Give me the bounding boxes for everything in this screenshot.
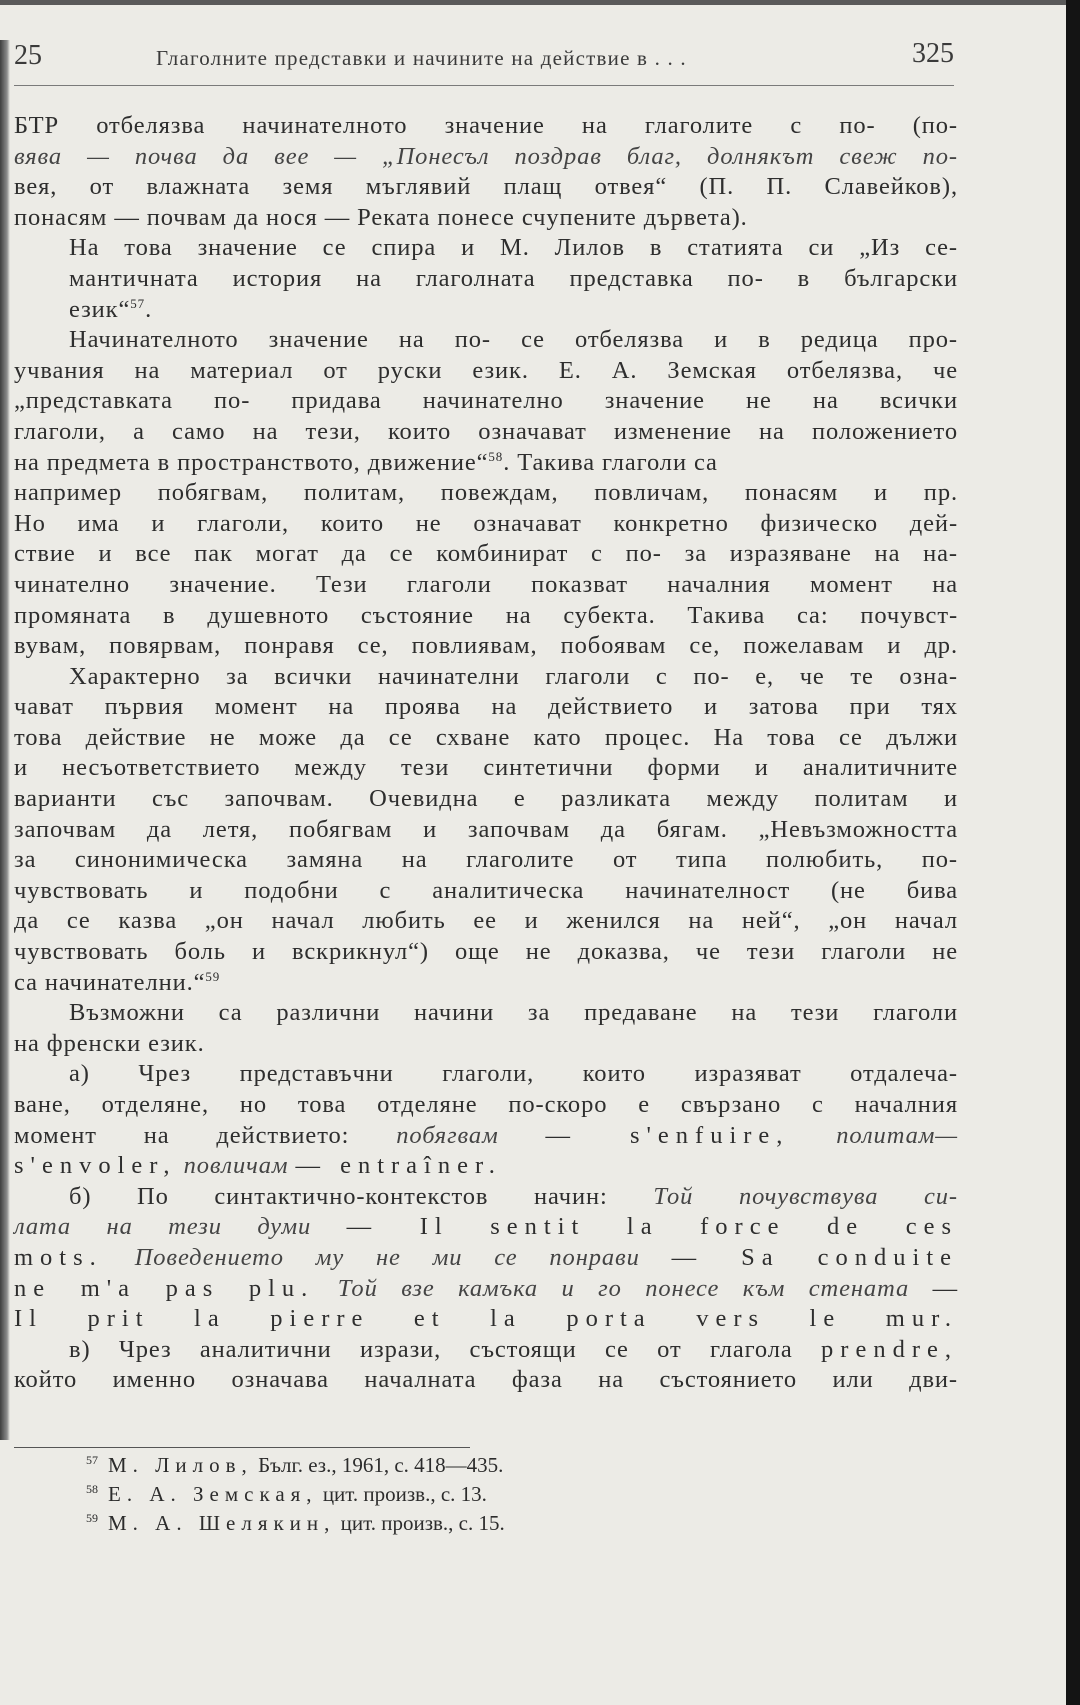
paragraph-5 [14, 998, 958, 1059]
footnote-author: М. Лилов, [108, 1453, 253, 1477]
paragraph-8 [14, 1335, 958, 1396]
line [14, 1121, 958, 1152]
line: чинателно значение. Тези глаголи показват началния момент на [14, 570, 958, 598]
footnote-number: 59 [86, 1511, 98, 1525]
footnote-number: 58 [86, 1482, 98, 1496]
text: б) По синтактично-контекстов начин: [69, 1182, 608, 1210]
fr-example: — Il sentit la force de ces [346, 1213, 959, 1241]
header-rule [14, 85, 954, 86]
footnote-author: М. А. Шелякин, [108, 1511, 336, 1535]
line: започвам да летя, побягвам и започвам да бягам. „Невъзможността [14, 815, 958, 843]
footnote-author: Е. А. Земская, [108, 1482, 318, 1506]
fr-example: s'envoler, [14, 1152, 177, 1180]
line: на френски език. [14, 1029, 205, 1057]
line [14, 1274, 958, 1305]
fr-example: — entraîner. [295, 1152, 502, 1180]
footnote-ref-59[interactable]: 59 [205, 968, 221, 984]
line: Но има и глаголи, които не означават конкретно физическо дей- [14, 509, 958, 537]
line: вувам, повярвам, понравя се, повлиявам, побоявам се, пожелавам и др. [14, 632, 958, 660]
fr-example: — Sa conduite [671, 1243, 959, 1271]
footnote-57 [86, 1448, 786, 1477]
line: Възможни са различни начини за предаване на тези глаголи [69, 999, 958, 1027]
footnote-58 [86, 1477, 786, 1506]
line: учвания на материал от руски език. Е. А. Земская отбелязва, че [14, 356, 958, 384]
header-title: Глаголните представки и начините на действие в . . . [156, 46, 687, 70]
line: да се казва „он начал любить ее и женился на ней“, „он начал [14, 907, 958, 935]
footnote-number: 57 [86, 1453, 98, 1467]
footnote-ref-57[interactable]: 57 [130, 295, 146, 311]
line: който именно означава началната фаза на състоянието или дви- [14, 1366, 958, 1394]
running-header [14, 38, 954, 78]
line: а) Чрез представъчни глаголи, които изразяват отдалеча- [69, 1060, 958, 1088]
line: Характерно за всички начинателни глаголи с по- е, че те озна- [69, 662, 958, 690]
line: ване, отделяне, но това отделяне по-скоро е свързано с началния [14, 1091, 958, 1118]
line: варианти със започвам. Очевидна е разликата между политам и [14, 785, 958, 813]
bg-example: побягвам [396, 1121, 499, 1149]
fr-example: prendre, [821, 1335, 958, 1363]
paragraph-6 [14, 1059, 958, 1181]
text: в) Чрез аналитични изрази, състоящи се от глагола [69, 1335, 793, 1363]
line: чувствовать и подобни с аналитическа начинателност (не бива [14, 876, 958, 904]
footnote-source: Бълг. ез., 1961, с. 418—435. [258, 1453, 504, 1477]
line: вея, от влажната земя мъглявий плащ отвея“ (П. П. Славейков), [14, 173, 958, 201]
line: понасям — почвам да нося — Реката понесе счупените дървета). [14, 203, 748, 231]
text: са начинателни.“ [14, 968, 206, 996]
footnote-source: цит. произв., с. 15. [340, 1511, 505, 1535]
footnote-source: цит. произв., с. 13. [322, 1482, 487, 1506]
line: „представката по- придава начинателно значение не на всички [14, 387, 958, 415]
text: . Такива глаголи са [503, 448, 718, 476]
page-number: 325 [912, 38, 954, 69]
line: вява — почва да вее — „Понесъл поздрав благ, долнякът свеж по- [14, 142, 958, 170]
line: промяната в душевното състояние на субекта. Такива са: почувст- [14, 601, 958, 629]
paragraph-4 [14, 662, 958, 999]
paragraph-3 [14, 325, 958, 662]
fr-example: — s'enfuire, [545, 1121, 790, 1149]
fr-example: ne m'a pas plu. [14, 1274, 315, 1302]
line [14, 295, 958, 326]
bg-example: повличам [183, 1152, 289, 1180]
line [14, 968, 958, 999]
line: за синонимическа замяна на глаголите от типа полюбить, по- [14, 846, 958, 874]
line [14, 1182, 958, 1213]
line: глаголи, а само на тези, които означават изменение на положението [14, 417, 958, 445]
page-right-edge [1066, 0, 1080, 1705]
paragraph-1 [14, 111, 958, 233]
paragraph-7 [14, 1182, 958, 1335]
bg-example: лата на тези думи [14, 1213, 312, 1241]
line [14, 1151, 958, 1182]
paragraph-2 [14, 233, 958, 325]
body-text [14, 111, 958, 1396]
line: мантичната история на глаголната представка по- в български [69, 264, 958, 292]
footnote-ref-58[interactable]: 58 [488, 448, 504, 464]
line: и несъответствието между тези синтетични форми и аналитичните [14, 754, 958, 782]
fr-example: mots. [14, 1243, 103, 1271]
footnote-59 [86, 1506, 786, 1535]
line: например побягвам, политам, повеждам, повличам, понасям и пр. [14, 479, 958, 507]
line [14, 1335, 958, 1366]
text: момент на действието: [14, 1121, 350, 1149]
text: . [145, 295, 153, 323]
page-top-edge [0, 0, 1080, 5]
line: чават първия момент на проява на действието и затова при тях [14, 693, 958, 721]
text: език“ [69, 295, 131, 323]
line: чувствовать боль и вскрикнул“) още не доказва, че тези глаголи не [14, 938, 958, 966]
header-left-fragment: 25 [14, 40, 42, 71]
line: Начинателното значение на по- се отбелязва и в редица про- [69, 326, 958, 354]
line [14, 1212, 958, 1243]
line: БТР отбелязва начинателното значение на глаголите с по- (по- [14, 112, 958, 139]
text: — [932, 1274, 959, 1302]
line [14, 1243, 958, 1274]
line: Il prit la pierre et la porta vers le mur. [14, 1305, 958, 1333]
bg-example: Той почувствува си- [653, 1182, 958, 1210]
bg-example: Поведението му не ми се понрави [134, 1243, 640, 1271]
line: ствие и все пак могат да се комбинират с по- за изразяване на на- [14, 540, 958, 568]
page-left-edge [0, 40, 10, 1440]
text: на предмета в пространството, движение“ [14, 448, 489, 476]
bg-example: Той взе камъка и го понесе към стената [337, 1274, 910, 1302]
line: На това значение се спира и М. Лилов в статията си „Из се- [69, 234, 958, 262]
footnotes [86, 1448, 786, 1535]
bg-example: политам— [836, 1121, 958, 1149]
line [14, 448, 958, 479]
line: това действие не може да се схване като процес. На това се дължи [14, 723, 958, 751]
